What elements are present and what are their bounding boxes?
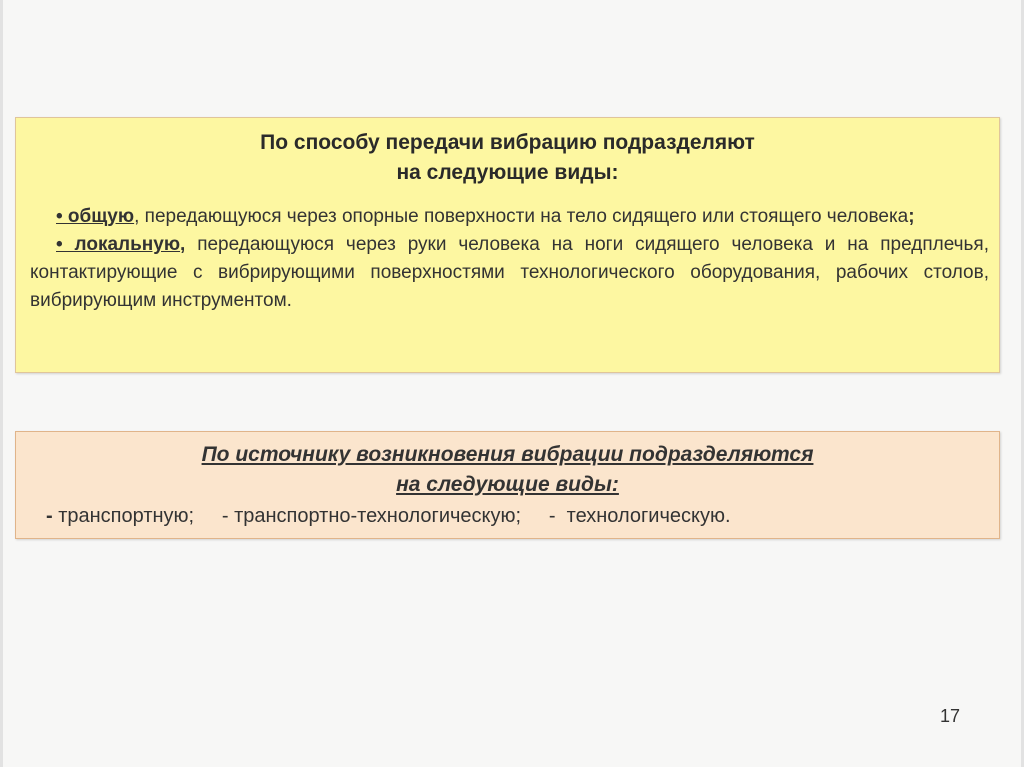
general-vibration-item — [30, 203, 989, 231]
slide-left-edge — [0, 0, 3, 767]
transmission-types-box — [15, 117, 1000, 373]
transmission-title-line2: на следующие виды: — [396, 161, 619, 184]
kind-technological: технологическую. — [555, 505, 731, 527]
kind-transport: транспортную; — [52, 505, 195, 527]
source-types-box — [15, 431, 1000, 539]
local-vibration-text: передающуюся через руки человека на ноги сидящего человека и на предплечья, контактирующие с вибрирующими поверхностями технологического оборудования, рабочих столов, вибрирующим инструментом. — [30, 234, 989, 311]
source-title-line1: По источнику возникновения вибрации подразделяются — [201, 443, 814, 466]
local-vibration-term: • локальную — [56, 234, 181, 255]
kind-transport-technological: транспортно-технологическую; — [228, 505, 522, 527]
source-types-title — [16, 440, 999, 500]
source-types-list — [46, 502, 989, 530]
source-title-line2: на следующие виды: — [396, 473, 619, 496]
transmission-types-body — [30, 203, 989, 315]
general-vibration-end: ; — [908, 206, 915, 227]
kind3-dash: - — [521, 505, 556, 527]
transmission-types-title — [16, 128, 999, 188]
general-vibration-term: • общую — [56, 206, 135, 227]
page-number: 17 — [940, 706, 961, 726]
local-vibration-comma: , — [180, 234, 186, 255]
kind2-dash: - — [194, 505, 229, 527]
transmission-title-line1: По способу передачи вибрацию подразделяют — [260, 131, 755, 154]
general-vibration-text: , передающуюся через опорные поверхности на тело сидящего или стоящего человека — [134, 206, 909, 227]
local-vibration-item — [30, 231, 989, 315]
kind1-dash: - — [46, 505, 53, 527]
